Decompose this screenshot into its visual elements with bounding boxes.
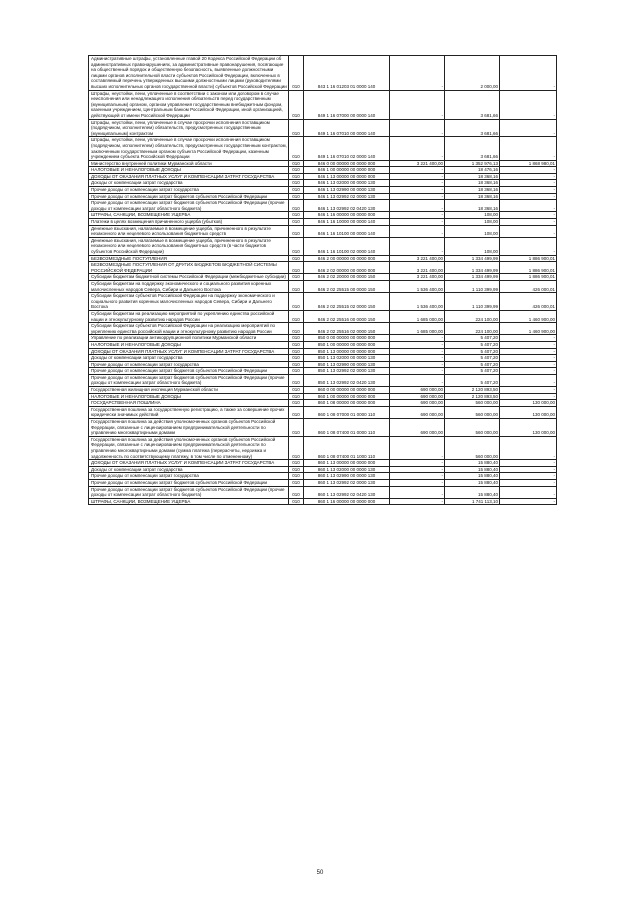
row-code-cell: 010 <box>289 119 304 137</box>
unexecuted-amount-cell: - <box>500 237 557 255</box>
executed-amount-cell: 5 407,20 <box>445 361 500 368</box>
executed-amount-cell: 5 407,20 <box>445 355 500 362</box>
approved-amount-cell: 690 000,00 <box>390 419 445 437</box>
approved-amount-cell: 3 221 400,00 <box>390 255 445 262</box>
row-name-cell: Управление по реализации антикоррупционной политики Мурманской области <box>89 335 289 342</box>
table-row <box>89 323 557 335</box>
budget-code-cell: 846 1 13 00000 00 0000 000 <box>304 173 390 180</box>
table-row <box>89 361 557 368</box>
approved-amount-cell: - <box>390 225 445 237</box>
unexecuted-amount-cell: - <box>500 173 557 180</box>
unexecuted-amount-cell: 1 886 900,01 <box>500 274 557 281</box>
executed-amount-cell: 3 681,66 <box>445 119 500 137</box>
executed-amount-cell: 5 407,20 <box>445 368 500 375</box>
unexecuted-amount-cell: 130 000,00 <box>500 406 557 418</box>
executed-amount-cell: 560 000,00 <box>445 419 500 437</box>
approved-amount-cell: 1 685 000,00 <box>390 310 445 322</box>
table-row <box>89 400 557 407</box>
table-row <box>89 255 557 262</box>
approved-amount-cell: - <box>390 137 445 160</box>
approved-amount-cell: - <box>390 180 445 187</box>
row-code-cell: 010 <box>289 361 304 368</box>
row-name-cell: Прочие доходы от компенсации затрат государства <box>89 361 289 368</box>
approved-amount-cell: 690 000,00 <box>390 387 445 394</box>
row-name-cell: Прочие доходы от компенсации затрат бюджетов субъектов Российской Федерации <box>89 193 289 200</box>
executed-amount-cell: 18 368,16 <box>445 187 500 194</box>
approved-amount-cell: - <box>390 212 445 219</box>
executed-amount-cell: 3 681,66 <box>445 137 500 160</box>
approved-amount-cell: - <box>390 200 445 212</box>
unexecuted-amount-cell: - <box>500 341 557 348</box>
table-row <box>89 187 557 194</box>
executed-amount-cell: 18 368,16 <box>445 200 500 212</box>
budget-code-cell: 850 1 13 00000 00 0000 000 <box>304 348 390 355</box>
row-name-cell: Доходы от компенсации затрат государства <box>89 355 289 362</box>
approved-amount-cell: - <box>390 368 445 375</box>
executed-amount-cell: 5 407,20 <box>445 335 500 342</box>
executed-amount-cell: 5 407,20 <box>445 341 500 348</box>
approved-amount-cell: 1 536 400,00 <box>390 280 445 292</box>
executed-amount-cell: 1 334 499,99 <box>445 262 500 274</box>
approved-amount-cell: - <box>390 460 445 467</box>
unexecuted-amount-cell: - <box>500 193 557 200</box>
budget-code-cell: 846 1 16 10100 00 0000 140 <box>304 225 390 237</box>
executed-amount-cell: 18 368,16 <box>445 173 500 180</box>
unexecuted-amount-cell: - <box>500 56 557 91</box>
budget-code-cell: 860 1 13 00000 00 0000 000 <box>304 460 390 467</box>
budget-code-cell: 846 1 13 02992 02 0420 130 <box>304 200 390 212</box>
row-name-cell: Штрафы, неустойки, пени, уплаченные в случае просрочки исполнения поставщиком (подрядчиком, исполнителем) обязательств, предусмотренных государственным контрактом, заключенным государственным органом субъекта Российской Федерации, казенным учреждением субъекта Российской Федерации <box>89 137 289 160</box>
approved-amount-cell: - <box>390 173 445 180</box>
approved-amount-cell: 690 000,00 <box>390 393 445 400</box>
unexecuted-amount-cell: - <box>500 167 557 174</box>
table-row <box>89 335 557 342</box>
unexecuted-amount-cell: - <box>500 225 557 237</box>
unexecuted-amount-cell: - <box>500 387 557 394</box>
budget-code-cell: 846 2 02 25515 02 0000 150 <box>304 293 390 311</box>
approved-amount-cell: - <box>390 193 445 200</box>
unexecuted-amount-cell: - <box>500 466 557 473</box>
approved-amount-cell: - <box>390 436 445 459</box>
table-row <box>89 137 557 160</box>
table-row <box>89 293 557 311</box>
approved-amount-cell: - <box>390 187 445 194</box>
unexecuted-amount-cell: - <box>500 90 557 119</box>
table-row <box>89 374 557 386</box>
unexecuted-amount-cell: - <box>500 219 557 226</box>
row-name-cell: НАЛОГОВЫЕ И НЕНАЛОГОВЫЕ ДОХОДЫ <box>89 167 289 174</box>
row-name-cell: НАЛОГОВЫЕ И НЕНАЛОГОВЫЕ ДОХОДЫ <box>89 393 289 400</box>
executed-amount-cell: 15 880,40 <box>445 466 500 473</box>
approved-amount-cell: - <box>390 374 445 386</box>
executed-amount-cell: 560 000,00 <box>445 406 500 418</box>
row-code-cell: 010 <box>289 479 304 486</box>
table-row <box>89 466 557 473</box>
row-code-cell: 010 <box>289 193 304 200</box>
budget-code-cell: 860 1 08 07000 01 0000 110 <box>304 406 390 418</box>
table-row <box>89 486 557 498</box>
unexecuted-amount-cell: - <box>500 460 557 467</box>
approved-amount-cell: 690 000,00 <box>390 400 445 407</box>
budget-code-cell: 846 1 13 02990 00 0000 130 <box>304 187 390 194</box>
budget-code-cell: 846 1 16 00000 00 0000 000 <box>304 212 390 219</box>
executed-amount-cell: 2 000,00 <box>445 56 500 91</box>
executed-amount-cell: 15 880,40 <box>445 479 500 486</box>
row-code-cell: 010 <box>289 274 304 281</box>
unexecuted-amount-cell: - <box>500 187 557 194</box>
row-code-cell: 010 <box>289 323 304 335</box>
budget-code-cell: 846 0 00 00000 00 0000 000 <box>304 160 390 167</box>
row-code-cell: 010 <box>289 486 304 498</box>
table-row <box>89 90 557 119</box>
executed-amount-cell: 108,00 <box>445 219 500 226</box>
row-name-cell: Государственная пошлина за государственную регистрацию, а также за совершение прочих юридически значимых действий <box>89 406 289 418</box>
table-row <box>89 460 557 467</box>
approved-amount-cell: - <box>390 479 445 486</box>
row-name-cell: Штрафы, неустойки, пени, уплаченные в соответствии с законом или договором в случае неисполнения или ненадлежащего исполнения обязательств перед государственным (муниципальным) органом, органом управления государственным внебюджетным фондом, казенным учреждением, Центральным банком Российской Федерации, иной организацией, действующей от имени Российской Федерации <box>89 90 289 119</box>
approved-amount-cell: - <box>390 361 445 368</box>
row-name-cell: ШТРАФЫ, САНКЦИИ, ВОЗМЕЩЕНИЕ УЩЕРБА <box>89 498 289 505</box>
row-code-cell: 010 <box>289 460 304 467</box>
approved-amount-cell: - <box>390 90 445 119</box>
executed-amount-cell: 560 000,00 <box>445 436 500 459</box>
table-row <box>89 473 557 480</box>
table-row <box>89 348 557 355</box>
row-code-cell: 010 <box>289 393 304 400</box>
row-name-cell: Субсидии бюджетам на реализацию мероприятий по укреплению единства российской нации и этнокультурному развитию народов России <box>89 310 289 322</box>
approved-amount-cell: 3 221 400,00 <box>390 160 445 167</box>
unexecuted-amount-cell: 1 460 900,00 <box>500 323 557 335</box>
table-row <box>89 355 557 362</box>
budget-code-cell: 846 2 00 00000 00 0000 000 <box>304 255 390 262</box>
unexecuted-amount-cell: - <box>500 348 557 355</box>
unexecuted-amount-cell: - <box>500 473 557 480</box>
executed-amount-cell: 15 880,40 <box>445 486 500 498</box>
budget-code-cell: 850 1 13 02992 02 0000 130 <box>304 368 390 375</box>
table-row <box>89 180 557 187</box>
table-row <box>89 368 557 375</box>
row-name-cell: ШТРАФЫ, САНКЦИИ, ВОЗМЕЩЕНИЕ УЩЕРБА <box>89 212 289 219</box>
row-code-cell: 010 <box>289 355 304 362</box>
row-code-cell: 010 <box>289 436 304 459</box>
row-name-cell: Доходы от компенсации затрат государства <box>89 466 289 473</box>
budget-code-cell: 846 1 00 00000 00 0000 000 <box>304 167 390 174</box>
executed-amount-cell: 108,00 <box>445 212 500 219</box>
budget-code-cell: 850 1 13 02990 00 0000 130 <box>304 361 390 368</box>
budget-code-cell: 846 1 13 02992 02 0000 130 <box>304 193 390 200</box>
budget-code-cell: 860 1 13 02992 02 0420 130 <box>304 486 390 498</box>
executed-amount-cell: 15 880,40 <box>445 460 500 467</box>
unexecuted-amount-cell: - <box>500 180 557 187</box>
row-name-cell: Прочие доходы от компенсации затрат государства <box>89 187 289 194</box>
budget-code-cell: 846 1 16 10100 02 0000 140 <box>304 237 390 255</box>
budget-code-cell: 846 2 02 25516 00 0000 150 <box>304 310 390 322</box>
table-row <box>89 262 557 274</box>
row-name-cell: ДОХОДЫ ОТ ОКАЗАНИЯ ПЛАТНЫХ УСЛУГ И КОМПЕНСАЦИИ ЗАТРАТ ГОСУДАРСТВА <box>89 173 289 180</box>
approved-amount-cell: - <box>390 486 445 498</box>
table-row <box>89 419 557 437</box>
row-code-cell: 010 <box>289 167 304 174</box>
executed-amount-cell: 2 120 893,50 <box>445 387 500 394</box>
table-row <box>89 436 557 459</box>
unexecuted-amount-cell: 426 000,01 <box>500 280 557 292</box>
budget-code-cell: 850 1 13 02992 02 0420 130 <box>304 374 390 386</box>
executed-amount-cell: 1 352 976,13 <box>445 160 500 167</box>
executed-amount-cell: 560 000,00 <box>445 400 500 407</box>
page-number: 50 <box>316 870 324 876</box>
row-name-cell: Субсидии бюджетам субъектов Российской Федерации на реализацию мероприятий по укреплению единства российской нации и этнокультурному развитию народов России <box>89 323 289 335</box>
executed-amount-cell: 1 110 399,99 <box>445 280 500 292</box>
row-name-cell: Государственная жилищная инспекция Мурманской области <box>89 387 289 394</box>
approved-amount-cell: - <box>390 119 445 137</box>
unexecuted-amount-cell: - <box>500 436 557 459</box>
approved-amount-cell: - <box>390 498 445 505</box>
table-row <box>89 225 557 237</box>
row-code-cell: 010 <box>289 293 304 311</box>
row-code-cell: 010 <box>289 387 304 394</box>
approved-amount-cell: - <box>390 219 445 226</box>
budget-code-cell: 860 1 08 07400 01 0000 110 <box>304 419 390 437</box>
executed-amount-cell: 2 120 893,50 <box>445 393 500 400</box>
row-name-cell: БЕЗВОЗМЕЗДНЫЕ ПОСТУПЛЕНИЯ ОТ ДРУГИХ БЮДЖЕТОВ БЮДЖЕТНОЙ СИСТЕМЫ РОССИЙСКОЙ ФЕДЕРАЦИИ <box>89 262 289 274</box>
row-name-cell: ДОХОДЫ ОТ ОКАЗАНИЯ ПЛАТНЫХ УСЛУГ И КОМПЕНСАЦИИ ЗАТРАТ ГОСУДАРСТВА <box>89 460 289 467</box>
table-row <box>89 387 557 394</box>
approved-amount-cell: - <box>390 335 445 342</box>
budget-code-cell: 860 0 00 00000 00 0000 000 <box>304 387 390 394</box>
row-name-cell: Доходы от компенсации затрат государства <box>89 180 289 187</box>
budget-code-cell: 860 1 08 07400 01 1000 110 <box>304 436 390 459</box>
row-code-cell: 010 <box>289 219 304 226</box>
row-code-cell: 010 <box>289 200 304 212</box>
row-code-cell: 010 <box>289 237 304 255</box>
executed-amount-cell: 224 100,00 <box>445 323 500 335</box>
executed-amount-cell: 15 880,40 <box>445 473 500 480</box>
row-code-cell: 010 <box>289 374 304 386</box>
approved-amount-cell: 3 221 400,00 <box>390 274 445 281</box>
row-name-cell: ДОХОДЫ ОТ ОКАЗАНИЯ ПЛАТНЫХ УСЛУГ И КОМПЕНСАЦИИ ЗАТРАТ ГОСУДАРСТВА <box>89 348 289 355</box>
budget-code-cell: 846 2 02 00000 00 0000 000 <box>304 262 390 274</box>
row-name-cell: Прочие доходы от компенсации затрат бюджетов субъектов Российской Федерации (прочие доходы от компенсации затрат областного бюджета) <box>89 486 289 498</box>
row-name-cell: Субсидии бюджетам бюджетной системы Российской Федерации (межбюджетные субсидии) <box>89 274 289 281</box>
budget-code-cell: 849 1 16 07000 00 0000 140 <box>304 90 390 119</box>
row-code-cell: 010 <box>289 335 304 342</box>
executed-amount-cell: 108,00 <box>445 237 500 255</box>
row-name-cell: Платежи в целях возмещения причиненного ущерба (убытков) <box>89 219 289 226</box>
budget-code-cell: 860 1 16 00000 00 0000 000 <box>304 498 390 505</box>
row-code-cell: 010 <box>289 400 304 407</box>
budget-code-cell: 860 1 13 02990 00 0000 130 <box>304 473 390 480</box>
table-row <box>89 341 557 348</box>
table-row <box>89 173 557 180</box>
budget-code-cell: 850 0 00 00000 00 0000 000 <box>304 335 390 342</box>
executed-amount-cell: 18 368,16 <box>445 180 500 187</box>
unexecuted-amount-cell: - <box>500 200 557 212</box>
unexecuted-amount-cell: - <box>500 374 557 386</box>
budget-code-cell: 850 1 00 00000 00 0000 000 <box>304 341 390 348</box>
row-code-cell: 010 <box>289 262 304 274</box>
table-row <box>89 219 557 226</box>
executed-amount-cell: 224 100,00 <box>445 310 500 322</box>
budget-code-cell: 860 1 13 02000 00 0000 130 <box>304 466 390 473</box>
row-name-cell: НАЛОГОВЫЕ И НЕНАЛОГОВЫЕ ДОХОДЫ <box>89 341 289 348</box>
row-name-cell: ГОСУДАРСТВЕННАЯ ПОШЛИНА <box>89 400 289 407</box>
table-row <box>89 160 557 167</box>
row-code-cell: 010 <box>289 498 304 505</box>
row-name-cell: Прочие доходы от компенсации затрат бюджетов субъектов Российской Федерации (прочие доходы от компенсации затрат областного бюджета) <box>89 200 289 212</box>
row-code-cell: 010 <box>289 473 304 480</box>
table-row <box>89 310 557 322</box>
row-name-cell: Министерство внутренней политики Мурманской области <box>89 160 289 167</box>
table-row <box>89 193 557 200</box>
executed-amount-cell: 3 681,66 <box>445 90 500 119</box>
row-code-cell: 010 <box>289 160 304 167</box>
report-table-container <box>88 55 555 505</box>
row-code-cell: 010 <box>289 466 304 473</box>
approved-amount-cell: - <box>390 341 445 348</box>
unexecuted-amount-cell: 130 000,00 <box>500 400 557 407</box>
unexecuted-amount-cell: - <box>500 393 557 400</box>
row-name-cell: Прочие доходы от компенсации затрат государства <box>89 473 289 480</box>
budget-code-cell: 846 1 16 10000 00 0000 140 <box>304 219 390 226</box>
executed-amount-cell: 18 368,16 <box>445 193 500 200</box>
budget-code-cell: 860 1 08 00000 00 0000 000 <box>304 400 390 407</box>
table-row <box>89 498 557 505</box>
approved-amount-cell: - <box>390 348 445 355</box>
approved-amount-cell: - <box>390 237 445 255</box>
table-row <box>89 56 557 91</box>
budget-code-cell: 860 1 13 02992 02 0000 130 <box>304 479 390 486</box>
unexecuted-amount-cell: - <box>500 119 557 137</box>
table-body <box>89 56 557 505</box>
row-name-cell: Административные штрафы, установленные главой 20 Кодекса Российской Федерации об административных правонарушениях, за административные правонарушения, посягающие на общественный порядок и общественную безопасность, выявленные должностными лицами органов исполнительной власти субъектов Российской Федерации, включенных в составляемый перечень утвержденных высшими должностными лицами (руководителями высших исполнительных органов государственной власти) субъектов Российской Федерации <box>89 56 289 91</box>
table-row <box>89 167 557 174</box>
row-name-cell: Субсидии бюджетам субъектов Российской Федерации на поддержку экономического и социального развития коренных малочисленных народов Севера, Сибири и Дальнего Востока <box>89 293 289 311</box>
executed-amount-cell: 108,00 <box>445 225 500 237</box>
table-row <box>89 406 557 418</box>
row-code-cell: 010 <box>289 419 304 437</box>
table-row <box>89 200 557 212</box>
table-row <box>89 212 557 219</box>
unexecuted-amount-cell: 1 460 900,00 <box>500 310 557 322</box>
approved-amount-cell: - <box>390 56 445 91</box>
row-name-cell: Субсидии бюджетам на поддержку экономического и социального развития коренных малочисленных народов Севера, Сибири и Дальнего Востока <box>89 280 289 292</box>
unexecuted-amount-cell: - <box>500 368 557 375</box>
budget-code-cell: 849 1 16 07010 00 0000 140 <box>304 119 390 137</box>
table-row <box>89 237 557 255</box>
unexecuted-amount-cell: 1 886 900,01 <box>500 262 557 274</box>
row-code-cell: 010 <box>289 310 304 322</box>
unexecuted-amount-cell: - <box>500 335 557 342</box>
table-row <box>89 119 557 137</box>
budget-code-cell: 846 2 02 25516 02 0000 150 <box>304 323 390 335</box>
unexecuted-amount-cell: - <box>500 498 557 505</box>
approved-amount-cell: 690 000,00 <box>390 406 445 418</box>
row-code-cell: 010 <box>289 90 304 119</box>
row-name-cell: Прочие доходы от компенсации затрат бюджетов субъектов Российской Федерации (прочие доходы от компенсации затрат областного бюджета) <box>89 374 289 386</box>
row-code-cell: 010 <box>289 348 304 355</box>
table-row <box>89 393 557 400</box>
row-code-cell: 010 <box>289 255 304 262</box>
unexecuted-amount-cell: 426 000,01 <box>500 293 557 311</box>
budget-code-cell: 850 1 13 02000 00 0000 130 <box>304 355 390 362</box>
income-report-table <box>88 55 557 505</box>
row-name-cell: Денежные взыскания, налагаемые в возмещение ущерба, причиненного в результате незаконного или нецелевого использования бюджетных средств (в части бюджетов субъектов Российской Федерации) <box>89 237 289 255</box>
approved-amount-cell: - <box>390 473 445 480</box>
unexecuted-amount-cell: 130 000,00 <box>500 419 557 437</box>
unexecuted-amount-cell: 1 868 980,01 <box>500 160 557 167</box>
row-code-cell: 010 <box>289 406 304 418</box>
budget-code-cell: 849 1 16 07010 02 0000 140 <box>304 137 390 160</box>
approved-amount-cell: - <box>390 466 445 473</box>
approved-amount-cell: 3 221 400,00 <box>390 262 445 274</box>
budget-code-cell: 860 1 00 00000 00 0000 000 <box>304 393 390 400</box>
row-code-cell: 010 <box>289 187 304 194</box>
approved-amount-cell: 1 536 400,00 <box>390 293 445 311</box>
unexecuted-amount-cell: - <box>500 486 557 498</box>
executed-amount-cell: 18 476,16 <box>445 167 500 174</box>
budget-code-cell: 846 2 02 25515 00 0000 150 <box>304 280 390 292</box>
approved-amount-cell: - <box>390 167 445 174</box>
table-row <box>89 280 557 292</box>
unexecuted-amount-cell: - <box>500 479 557 486</box>
row-code-cell: 010 <box>289 341 304 348</box>
row-name-cell: Штрафы, неустойки, пени, уплаченные в случае просрочки исполнения поставщиком (подрядчиком, исполнителем) обязательств, предусмотренных государственным (муниципальным) контрактом <box>89 119 289 137</box>
row-code-cell: 010 <box>289 280 304 292</box>
budget-code-cell: 846 2 02 20000 00 0000 150 <box>304 274 390 281</box>
table-row <box>89 274 557 281</box>
row-code-cell: 010 <box>289 56 304 91</box>
row-name-cell: Государственная пошлина за действия уполномоченных органов субъектов Российской Федерации, связанные с лицензированием предпринимательской деятельности по управлению многоквартирными домами (сумма платежа (перерасчеты, недоимка и задолженность по соответствующему платежу, в том числе по отмененному) <box>89 436 289 459</box>
row-name-cell: Денежные взыскания, налагаемые в возмещение ущерба, причиненного в результате незаконного или нецелевого использования бюджетных средств <box>89 225 289 237</box>
budget-code-cell: 843 1 16 01203 01 0000 140 <box>304 56 390 91</box>
row-code-cell: 010 <box>289 173 304 180</box>
approved-amount-cell: 1 685 000,00 <box>390 323 445 335</box>
row-name-cell: Государственная пошлина за действия уполномоченных органов субъектов Российской Федерации, связанные с лицензированием предпринимательской деятельности по управлению многоквартирными домами <box>89 419 289 437</box>
row-name-cell: БЕЗВОЗМЕЗДНЫЕ ПОСТУПЛЕНИЯ <box>89 255 289 262</box>
row-name-cell: Прочие доходы от компенсации затрат бюджетов субъектов Российской Федерации <box>89 368 289 375</box>
unexecuted-amount-cell: - <box>500 355 557 362</box>
executed-amount-cell: 1 334 499,99 <box>445 274 500 281</box>
table-row <box>89 479 557 486</box>
executed-amount-cell: 5 407,20 <box>445 374 500 386</box>
unexecuted-amount-cell: - <box>500 212 557 219</box>
executed-amount-cell: 1 334 499,99 <box>445 255 500 262</box>
row-code-cell: 010 <box>289 137 304 160</box>
executed-amount-cell: 1 741 113,10 <box>445 498 500 505</box>
budget-code-cell: 846 1 13 02000 00 0000 130 <box>304 180 390 187</box>
row-code-cell: 010 <box>289 368 304 375</box>
executed-amount-cell: 5 407,20 <box>445 348 500 355</box>
row-code-cell: 010 <box>289 225 304 237</box>
unexecuted-amount-cell: - <box>500 137 557 160</box>
approved-amount-cell: - <box>390 355 445 362</box>
row-name-cell: Прочие доходы от компенсации затрат бюджетов субъектов Российской Федерации <box>89 479 289 486</box>
row-code-cell: 010 <box>289 212 304 219</box>
row-code-cell: 010 <box>289 180 304 187</box>
unexecuted-amount-cell: 1 886 900,01 <box>500 255 557 262</box>
executed-amount-cell: 1 110 399,99 <box>445 293 500 311</box>
unexecuted-amount-cell: - <box>500 361 557 368</box>
